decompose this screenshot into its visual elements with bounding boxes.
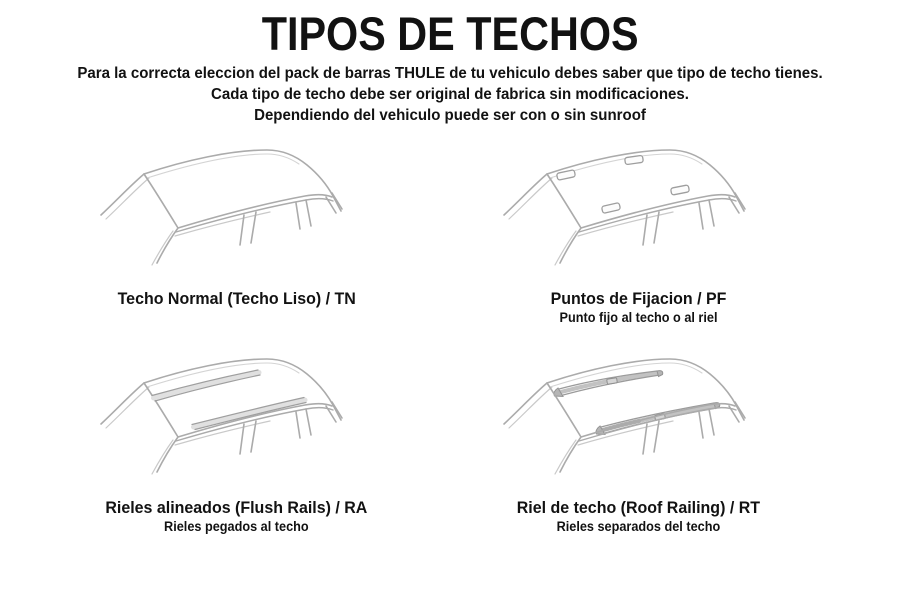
roof-illustration-normal	[71, 134, 401, 284]
roof-type-label: Riel de techo (Roof Railing) / RT	[517, 497, 761, 517]
roof-types-grid	[0, 134, 900, 534]
header	[0, 0, 900, 126]
intro-line-3: Dependiendo del vehiculo puede ser con o sin sunroof	[254, 106, 646, 124]
roof-illustration-fixpoints	[474, 134, 804, 284]
roof-type-card-ra	[35, 343, 438, 534]
roof-caption-rt	[509, 493, 768, 534]
roof-illustration-flush-rails	[71, 343, 401, 493]
roof-type-card-pf	[438, 134, 841, 325]
roof-type-label: Techo Normal (Techo Liso) / TN	[117, 288, 356, 308]
roof-caption-ra	[97, 493, 376, 534]
intro-paragraph	[14, 63, 887, 126]
page-title: TIPOS DE TECHOS	[261, 7, 639, 60]
roof-type-card-tn	[35, 134, 438, 325]
roof-type-label: Puntos de Fijacion / PF	[550, 288, 727, 308]
roof-caption-pf	[545, 284, 732, 325]
roof-caption-tn	[110, 284, 363, 310]
intro-line-2: Cada tipo de techo debe ser original de fabrica sin modificaciones.	[211, 85, 689, 103]
roof-type-sublabel: Punto fijo al techo o al riel	[559, 309, 718, 325]
roof-type-card-rt	[438, 343, 841, 534]
roof-type-sublabel: Rieles separados del techo	[556, 518, 721, 534]
roof-type-label: Rieles alineados (Flush Rails) / RA	[105, 497, 368, 517]
roof-type-sublabel: Rieles pegados al techo	[163, 518, 309, 534]
roof-illustration-roof-railing	[474, 343, 804, 493]
intro-line-1: Para la correcta eleccion del pack de barras THULE de tu vehiculo debes saber que tipo de techo tienes.	[77, 64, 823, 82]
